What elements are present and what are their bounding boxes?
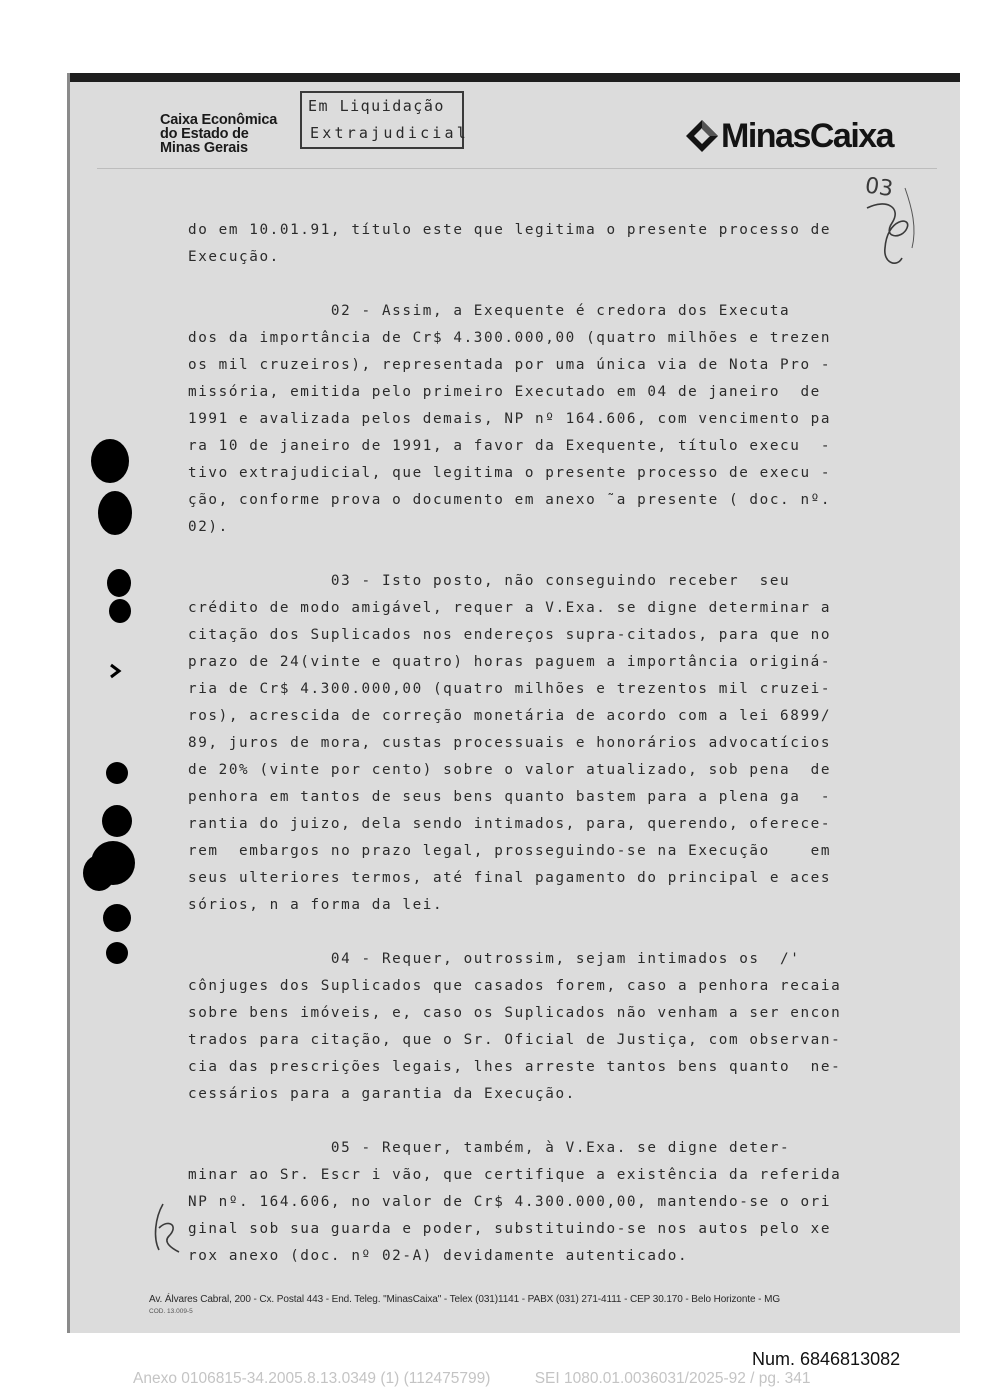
text-line: 03 - Isto posto, não conseguindo receber seu	[188, 573, 791, 589]
paragraph	[188, 1135, 878, 1270]
text-line: Execução.	[188, 249, 280, 265]
text-line: trados para citação, que o Sr. Oficial de Justiça, com observan-	[188, 1032, 842, 1048]
text-line: prazo de 24(vinte e quatro) horas paguem a importância originá-	[188, 654, 832, 670]
text-line: 02 - Assim, a Exequente é credora dos Executa	[188, 303, 791, 319]
text-line: ção, conforme prova o documento em anexo ˜a presente ( doc. nº.	[188, 492, 832, 508]
sei-reference: SEI 1080.01.0036031/2025-92 / pg. 341	[534, 1370, 811, 1387]
text-line: missória, emitida pelo primeiro Executado em 04 de janeiro de	[188, 384, 821, 400]
bank-name-line: do Estado de	[160, 126, 249, 142]
text-line: ra 10 de janeiro de 1991, a favor da Exequente, título execu -	[188, 438, 832, 454]
text-line: 05 - Requer, também, à V.Exa. se digne deter-	[188, 1140, 791, 1156]
text-line: os mil cruzeiros), representada por uma única via de Nota Pro -	[188, 357, 832, 373]
handwritten-initial	[145, 1198, 185, 1258]
bank-name-line: Caixa Econômica	[160, 112, 278, 128]
paragraph	[188, 298, 878, 541]
text-line: ria de Cr$ 4.300.000,00 (quatro milhões e trezentos mil cruzei-	[188, 681, 832, 697]
text-line: 89, juros de mora, custas processuais e honorários advocatícios	[188, 735, 832, 751]
text-line: do em 10.01.91, título este que legitima o presente processo de	[188, 222, 832, 238]
header-divider	[97, 168, 937, 169]
annex-footer	[133, 1370, 810, 1388]
liquidation-stamp	[300, 91, 469, 149]
text-line: ros), acrescida de correção monetária de acordo com a lei 6899/	[188, 708, 832, 724]
scanned-document-page	[67, 73, 960, 1333]
paragraph-gap	[188, 919, 878, 946]
text-line: tivo extrajudicial, que legitima o presente processo de execu -	[188, 465, 832, 481]
text-line: cessários para a garantia da Execução.	[188, 1086, 576, 1102]
text-line: 1991 e avalizada pelos demais, NP nº 164.606, com vencimento pa	[188, 411, 832, 427]
paragraph-gap	[188, 541, 878, 568]
bank-name-line: Minas Gerais	[160, 140, 248, 156]
stamp-line: Extrajudicial	[310, 124, 469, 142]
document-number: Num. 6846813082	[752, 1349, 901, 1369]
annex-reference: Anexo 0106815-34.2005.8.13.0349 (1) (112475799)	[133, 1370, 491, 1387]
paragraph	[188, 946, 878, 1108]
text-line: minar ao Sr. Escr i vão, que certifique a existência da referida	[188, 1167, 842, 1183]
logo-wordmark: MinasCaixa	[721, 117, 894, 155]
text-line: ginal sob sua guarda e poder, substituindo-se nos autos pelo xe	[188, 1221, 832, 1237]
minascaixa-logo	[685, 117, 925, 159]
text-line: rantia do juizo, dela sendo intimados, para, querendo, oferece-	[188, 816, 832, 832]
text-line: rem embargos no prazo legal, prosseguindo-se na Execução em	[188, 843, 832, 859]
paragraph-gap	[188, 1108, 878, 1135]
text-line: penhora em tantos de seus bens quanto bastem para a plena ga -	[188, 789, 832, 805]
text-line: NP nº. 164.606, no valor de Cr$ 4.300.000,00, mantendo-se o ori	[188, 1194, 832, 1210]
paragraph	[188, 217, 878, 271]
text-line: seus ulteriores termos, até final pagamento do principal e aces	[188, 870, 832, 886]
text-line: citação dos Suplicados nos endereços supra-citados, para que no	[188, 627, 832, 643]
text-line: sórios, n a forma da lei.	[188, 897, 444, 913]
paragraph	[188, 568, 878, 919]
footer-code: COD. 13.009-5	[149, 1308, 193, 1315]
text-line: cônjuges dos Suplicados que casados forem, caso a penhora recaia	[188, 978, 842, 994]
stamp-line: Em Liquidação	[308, 97, 445, 115]
svg-text:03: 03	[863, 173, 895, 203]
text-line: de 20% (vinte por cento) sobre o valor atualizado, sob pena de	[188, 762, 832, 778]
text-line: 04 - Requer, outrossim, sejam intimados os /'	[188, 951, 801, 967]
footer-address: Av. Álvares Cabral, 200 - Cx. Postal 443 - End. Teleg. "MinasCaixa" - Telex (031)1141 - PABX (031) 271-4111 - CEP 30.170 - Belo Horizonte - MG	[149, 1294, 780, 1305]
text-line: sobre bens imóveis, e, caso os Suplicados não venham a ser encon	[188, 1005, 842, 1021]
text-line: crédito de modo amigável, requer a V.Exa. se digne determinar a	[188, 600, 832, 616]
text-line: 02).	[188, 519, 229, 535]
minascaixa-logo-icon	[685, 119, 719, 153]
text-line: rox anexo (doc. nº 02-A) devidamente autenticado.	[188, 1248, 689, 1264]
text-line: dos da importância de Cr$ 4.300.000,00 (quatro milhões e trezen	[188, 330, 832, 346]
document-body	[188, 217, 878, 1270]
binder-hole-marks	[67, 73, 187, 1333]
paragraph-gap	[188, 271, 878, 298]
text-line: cia das prescrições legais, lhes arreste tantos bens quanto ne-	[188, 1059, 842, 1075]
scan-top-edge	[67, 73, 960, 82]
